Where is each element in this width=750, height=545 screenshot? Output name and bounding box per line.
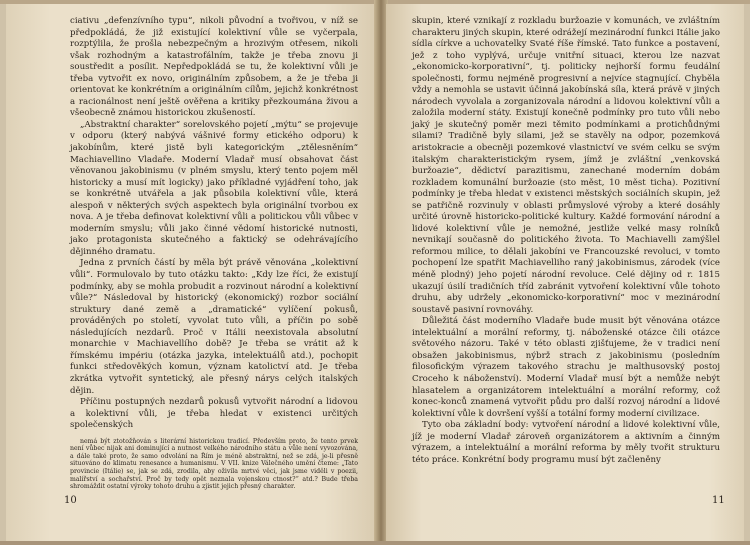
- paragraph: Příčinu postupných nezdarů pokusů vytvořit národní a lidovou a kolektivní vůli, je třeba hledat v existenci určitých společenských: [70, 397, 358, 431]
- paragraph: Jedna z prvních částí by měla být právě věnována „kolektivní vůli“. Formulovalo by tuto otázku takto: „Kdy lze říci, že existují podmínky, aby se mohla probudit a rozvinout národní a kolektivní vůle?“ Následoval by historický (ekonomický) rozbor sociální struktury dané země a „dramatické“ vylíčení pokusů, prováděných po století, vyvolat tuto vůli, a příčin po sobě následujících nezdarů. Proč v Itálii neexistovala absolutní monarchie v Machiavellího době? Je třeba se vrátit až k římskému impériu (otázka jazyka, intelektuálů atd.), pochopit funkci středověkých komun, význam katolictví atd. Je třeba zkrátka vytvořit syntetický, ale přesný nárys celých italských dějin.: [70, 258, 358, 396]
- paragraph: „Abstraktní charakter“ sorelovského pojetí „mýtu“ se projevuje v odporu (který nabývá vášnivé formy etického odporu) k jakobínům, které jistě byli kategorickým „ztělesněním“ Machiavellino Vladaře. Moderní Vladař musí obsahovat část věnovanou jakobinismu (v plném smyslu, který tento pojem měl historicky a musí mít logicky) jako příkladné vyjádření toho, jak se konkrétně utvářela a jak působila kolektivní vůle, která alespoň v některých svých aspektech byla originální tvorbou ex nova. A je třeba definovat kolektivní vůli a politickou vůli vůbec v moderním smyslu; vůli jako činné vědomí historické nutnosti, jako protagonista skutečného a faktický se odehrávajícího dějinného dramatu.: [70, 119, 358, 257]
- right-page-body: [412, 16, 720, 466]
- paragraph: Důležitá část moderního Vladaře bude musit být věnována otázce intelektuální a morální reformy, tj. náboženské otázce čili otázce světového názoru. Také v této oblasti zjišťujeme, že v tradici není obsažen jakobinismus, nýbrž strach z jakobinismu (posledním filosofickým výrazem takového strachu je malthusovský postoj Croceho k náboženství). Moderní Vladař musí být a nemůže nebýt hlasatelem a organizátorem intelektuální a morální reformy, což konec-konců znamená vytvořit půdu pro další rozvoj národní a lidové kolektivní vůle k dovršení vyšší a totální formy moderní civilizace.: [412, 316, 720, 419]
- left-page: [6, 4, 376, 541]
- paragraph: skupin, které vznikají z rozkladu buržoazie v komunách, ve zvláštním charakteru jiných skupin, které odrážejí mezinárodní funkci Itálie jako sídla církve a uchovatelky Svaté říše římské. Tato funkce a postavení, jež z toho vyplývá, určuje vnitřní situaci, kterou lze nazvat „ekonomicko-korporativní“, tj. politicky nejhorší formu feudální společnosti, formu nejméně progresivní a nejvíce stagnující. Chyběla vždy a nemohla se ustavit účinná jakobínská síla, která právě v jiných národech vyvolala a zorganizovala národní a lidovou kolektivní vůli a založila moderní státy. Existují konečně podmínky pro tuto vůli nebo jaký je skutečný poměr mezi těmito podmínkami a protichůdnými silami? Tradičně byly silami, jež se stavěly na odpor, pozemková aristokracie a obecněji pozemkové vlastnictví ve svém celku se svým italským charakteristickým rysem, jímž je zvláštní „venkovská buržoazie“, dědictví parazitismu, zanechané moderním dobám rozkladem komunální buržoazie (sto měst, 10 měst ticha). Pozitivní podmínky je třeba hledat v existenci městských sociálních skupin, jež se patřičně rozvinuly v oblasti průmyslové výroby a které dosáhly určité úrovně historicko-politické kultury. Každé formování národní a lidové kolektivní vůle je nemožné, jestliže velké masy rolníků nevnikají současně do politického života. To Machiavelli zamýšlel reformou milice, to dělali jakobíni ve Francouzské revoluci, v tomto pochopení lze spatřit Machiavelliho raný jakobinismus, zárodek (více méně plodný) jeho pojetí národní revoluce. Celé dějiny od r. 1815 ukazují úsilí tradičních tříd zabránit vytvoření kolektivní vůle tohoto druhu, aby udržely „ekonomicko-korporativní“ moc v mezinárodní soustavě pasivní rovnováhy.: [412, 16, 720, 315]
- footnotes: [70, 438, 358, 491]
- page-edge-bottom: [0, 541, 750, 545]
- right-page: [386, 4, 744, 541]
- page-number: 11: [712, 495, 725, 506]
- left-page-body: [70, 16, 358, 432]
- paragraph: ciativu „defenzívního typu“, nikoli původní a tvořivou, v níž se předpokládá, že již existující kolektivní vůle se vyčerpala, rozptýlila, že prošla nebezpečným a hrozivým otřesem, nikoli však rozhodným a katastrofálním, takže je třeba znovu ji soustředit a posílit. Nepředpokládá se tu, že kolektivní vůli je třeba vytvořit ex novo, originálním způsobem, a že je třeba ji orientovat ke konkrétním a originálním cílům, jejichž konkrétnost a racionálnost není ještě ověřena a kritiky přezkoumána živou a všeobecně známou historickou zkušeností.: [70, 16, 358, 119]
- paragraph: Tyto oba základní body: vytvoření národní a lidové kolektivní vůle, jíž je moderní Vladař zároveň organizátorem a aktivním a činným výrazem, a intelektuální a morální reforma by měly tvořit strukturu této práce. Konkrétní body programu musí být začleněny: [412, 420, 720, 465]
- page-number: 10: [64, 495, 77, 506]
- footnote: nemá být ztotožňován s literární historickou tradicí. Především proto, že tento prvek není vůbec nijak ani dominující a nutnost velkého národního státu a vůle není vyvozována, a dále také proto, že samo odvolání na Řím je méně abstraktní, než se zdá, je-li přesně situováno do klimatu renesance a humanismu. V VII. knize Válečného umění čteme: „Tato provincie (Itálie) se, jak se zdá, zrodila, aby oživila mrtvé věci, jak jsme viděli v poezii, malířství a sochařství. Proč by tedy opět neznala vojenskou ctnost?“ atd.? Bude třeba shromáždit ostatní výroky tohoto druhu a zjistit jejich přesný charakter.: [70, 437, 358, 491]
